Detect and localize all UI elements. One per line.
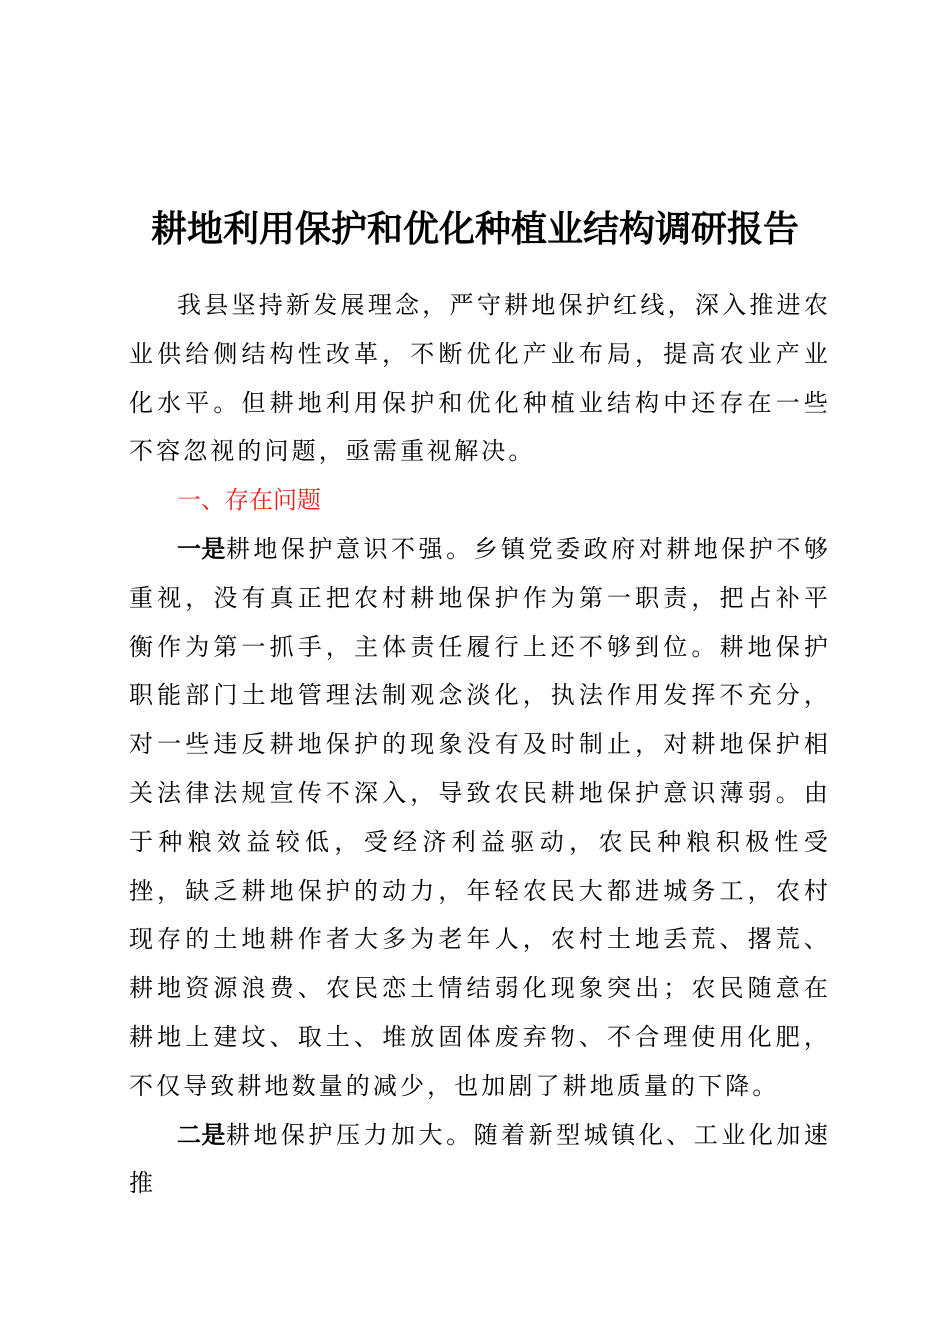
point-two-paragraph [129,1111,831,1209]
point-two-lead: 二是 [177,1119,226,1149]
section-heading: 一、存在问题 [177,486,321,515]
point-one-paragraph [129,525,831,1111]
intro-paragraph: 我县坚持新发展理念，严守耕地保护红线，深入推进农业供给侧结构性改革，不断优化产业布局，提高农业产业化水平。但耕地利用保护和优化种植业结构中还存在一些不容忽视的问题，亟需重视解决。 [129,291,831,466]
point-two-text: 耕地保护压力加大。随着新型城镇化、工业化加速推 [129,1120,832,1198]
point-one-text: 耕地保护意识不强。乡镇党委政府对耕地保护不够重视，没有真正把农村耕地保护作为第一职责，把占补平衡作为第一抓手，主体责任履行上还不够到位。耕地保护职能部门土地管理法制观念淡化，执法作用发挥不充分，对一些违反耕地保护的现象没有及时制止，对耕地保护相关法律法规宣传不深入，导致农民耕地保护意识薄弱。由于种粮效益较低，受经济利益驱动，农民种粮积极性受挫，缺乏耕地保护的动力，年轻农民大都进城务工，农村现存的土地耕作者大多为老年人，农村土地丢荒、撂荒、耕地资源浪费、农民恋土情结弱化现象突出；农民随意在耕地上建坟、取土、堆放固体废弃物、不合理使用化肥，不仅导致耕地数量的减少，也加剧了耕地质量的下降。 [129,534,832,1100]
document-title: 耕地利用保护和优化种植业结构调研报告 [150,208,799,250]
document-body [129,281,831,1208]
point-one-lead: 一是 [177,533,226,563]
